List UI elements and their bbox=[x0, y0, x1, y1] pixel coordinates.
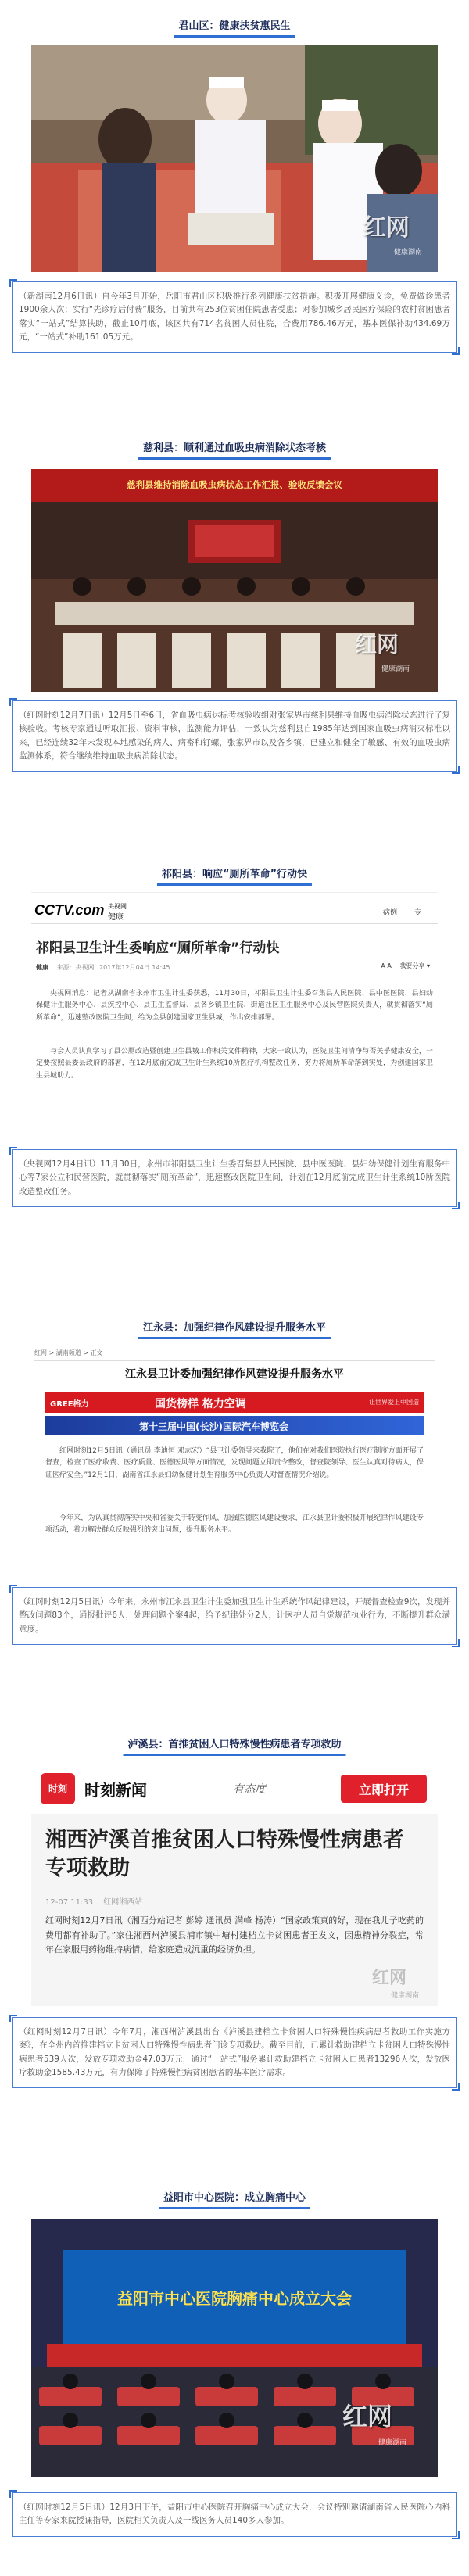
shike-app-screenshot bbox=[31, 1764, 438, 2006]
ad-logo: GREE格力 bbox=[50, 1400, 89, 1409]
chevron-down-icon: ▾ bbox=[426, 962, 430, 969]
article-paragraph: 今年来，为认真贯彻落实中央和省委关于转变作风、加强医德医风建设要求，江永县卫计委积极开展纪律作风建设专项活动，着力解决群众反映强烈的突出问题，提升服务水平。 bbox=[45, 1514, 424, 1535]
summary-box: （央视网12月4日讯）11月30日，永州市祁阳县卫生计生委召集县人民医院、县中医医院、县妇幼保健计划生育服务中心等7家公立和民营医院，就贯彻落实“厕所革命”，迅速整改医院卫生间，计划在12月底前完成卫生计生系统10所医院改造整改任务。 bbox=[12, 1149, 457, 1207]
app-icon[interactable] bbox=[41, 1773, 75, 1804]
open-app-button[interactable]: 立即打开 bbox=[341, 1775, 427, 1803]
article-paragraph: 与会人员认真学习了县公厕改造暨创建卫生县城工作相关文件精神，大家一致认为，医院卫生间清净与否关乎健康安全，一定要按照县委县政府的部署，在12月底前完成卫生计生系统10所医疗机构整改任务，努力将厕所革命落到实处，为创建国家卫生县城助力。 bbox=[36, 1048, 433, 1080]
section-qiyang bbox=[0, 864, 469, 1255]
section-junshan bbox=[0, 16, 469, 360]
cctv-logo[interactable]: CCTV.com bbox=[34, 902, 105, 918]
summary-box: （红网时刻12月5日讯）今年来，永州市江永县卫生计生委加强卫生计生系统作风纪律建设，开展督查检查9次，发现并整改问题83个，通报批评6人，处理问题个案4起，给予纪律处分2人，让医护人员自觉规范执业行为，不断提升群众满意度。 bbox=[12, 1587, 457, 1645]
article-paragraph: 央视网消息：记者从湖南省永州市卫生计生委获悉，11月30日，祁阳县卫生计生委召集县人民医院、县中医医院、县妇幼保健计生服务中心、县疾控中心、县卫生监督局、县各乡镇卫生院、街道社区卫生服务中心及民营医院负责人，就贯彻落实“厕所革命”，迅速整改医院卫生间，给为全县创建国家卫生县城，作出安排部署。 bbox=[36, 990, 433, 1022]
meta-channel: 健康 bbox=[36, 964, 48, 971]
summary-box: （红网时刻12月5日讯）12月3日下午，益阳市中心医院召开胸痛中心成立大会，会议特别邀请湖南省人民医院心内科主任等专家来院授课指导，医院相关负责人及一线医务人员140多人参加。 bbox=[12, 2492, 457, 2537]
section-jiangyong bbox=[0, 1317, 469, 1669]
summary-box: （新湖南12月6日讯）自今年3月开始，岳阳市君山区积极推行系列健康扶贫措施。积极开展健康义诊，免费做诊患者1900余人次；实行“先诊疗后付费”服务，目前共有253位贫困住院患者受惠；对参加城乡居民医疗保险的农村贫困患者落实“一站式”结算扶助，截止10月底，该区共有714名贫困人员住院，合费用786.46万元，基本医保补助434.69万元，“一站式”补助161.05万元。 bbox=[12, 281, 457, 353]
summary-box: （红网时刻12月7日讯）12月5日至6日，省血吸虫病达标考核验收组对张家界市慈利县维持血吸虫病消除状态进行了复核验收。考核专家通过听取汇报、资料审核，监测能力评估，一致认为慈利县自1985年达到国家血吸虫病消灭标准以来，已经连续32年未发现本地感染的病人、病畜和钉螺，张家界市以及各乡镇，已建立和健全了敏感、有效的血吸虫病监测体系，符合继续维持血吸虫病消除状态。 bbox=[12, 700, 457, 772]
ad-banner-gree[interactable] bbox=[45, 1392, 424, 1413]
photo-health-clinic bbox=[31, 45, 438, 272]
ad-slogan: 国货榜样 格力空调 bbox=[155, 1398, 246, 1410]
site-channel[interactable]: 健康 bbox=[108, 913, 124, 922]
summary-box: （红网时刻12月7日讯）今年7月，湘西州泸溪县出台《泸溪县建档立卡贫困人口特殊慢性疾病患者救助工作实施方案》，在全州内首推建档立卡贫困人口特殊慢性病患者门诊专项救助。截至目前，已累计救助建档立卡贫困人口特殊慢性病患者539人次，发放专项救助金47.03万元，通过“一站式”服务累计救助建档立卡贫困人口患者13296人次，发放医疗救助金1585.43万元，有力保障了特殊慢性病贫困患者的基本医疗需求。 bbox=[12, 2017, 457, 2088]
meta-time: 12-07 11:33 bbox=[45, 1898, 94, 1907]
nav-item-special[interactable]: 专 bbox=[414, 909, 422, 917]
watermark-subtitle: 健康湖南 bbox=[390, 1992, 419, 2000]
article-title: 江永县卫计委加强纪律作风建设提升服务水平 bbox=[125, 1368, 344, 1381]
watermark-logo: 红网 bbox=[342, 2402, 392, 2431]
photo-meeting-room bbox=[31, 469, 438, 692]
cctv-article-screenshot bbox=[31, 892, 438, 1138]
watermark-logo: 红网 bbox=[371, 1968, 406, 1988]
meta-time: 2017年12月04日 14:45 bbox=[99, 964, 170, 971]
app-slogan: 有态度 bbox=[233, 1783, 266, 1796]
watermark-logo: 红网 bbox=[354, 632, 399, 657]
photo-conference-hall bbox=[31, 2219, 438, 2477]
app-bar bbox=[31, 1764, 438, 1814]
section-title: 祁阳县：响应“厕所革命”行动快 bbox=[157, 864, 312, 886]
headline: 湘西泸溪首推贫困人口特殊慢性病患者专项救助 bbox=[45, 1828, 404, 1881]
share-button[interactable] bbox=[381, 962, 430, 970]
breadcrumb: 红网 > 湖南频道 > 正文 bbox=[34, 1349, 435, 1361]
article-title: 祁阳县卫生计生委响应“厕所革命”行动快 bbox=[36, 940, 280, 956]
site-header bbox=[31, 901, 438, 924]
section-title: 君山区：健康扶贫惠民生 bbox=[174, 16, 295, 38]
section-yiyang bbox=[0, 2187, 469, 2571]
watermark-subtitle: 健康湖南 bbox=[393, 249, 422, 256]
share-label: 我要分享 bbox=[399, 962, 425, 969]
conference-banner: 益阳市中心医院胸痛中心成立大会 bbox=[117, 2289, 352, 2308]
article-paragraph: 红网时刻12月5日讯（通讯员 李迪恒 邓志宏）“县卫计委领导来我院了，他们在对我们医院执行医疗制度方面开展了督查，检查了医疗收费、医疗质量、医德医风等方面情况，发现问题立即责令整改，督查院领导、医生认真对待病人，保证医疗安全。”12月1日，湖南省江永县妇幼保健计划生育服务中心负责人对督查情况介绍说。 bbox=[45, 1447, 424, 1479]
meeting-banner: 慈利县维持消除血吸虫病状态工作汇报、验收反馈会议 bbox=[127, 479, 342, 490]
nav-item-cases[interactable]: 病例 bbox=[383, 909, 398, 917]
section-cili bbox=[0, 438, 469, 782]
article-meta bbox=[36, 963, 433, 972]
section-title: 江永县：加强纪律作风建设提升服务水平 bbox=[138, 1317, 331, 1339]
ad-text: 第十三届中国(长沙)国际汽车博览会 bbox=[139, 1421, 288, 1432]
conference-photo-illustration bbox=[31, 2219, 438, 2477]
breadcrumb-item[interactable]: 湖南频道 bbox=[55, 1349, 81, 1356]
breadcrumb-item[interactable]: 红网 bbox=[34, 1349, 47, 1356]
section-title: 慈利县：顺利通过血吸虫病消除状态考核 bbox=[138, 438, 331, 460]
watermark-logo: 红网 bbox=[363, 214, 410, 242]
app-name: 时刻新闻 bbox=[84, 1781, 147, 1800]
meta-source: 红网湘西站 bbox=[103, 1898, 143, 1907]
meta-source: 来源：央视网 bbox=[56, 964, 95, 971]
breadcrumb-item: 正文 bbox=[90, 1349, 103, 1356]
section-title: 益阳市中心医院：成立胸痛中心 bbox=[159, 2187, 310, 2209]
cctv-logo-cn: 央视网 bbox=[108, 903, 127, 910]
watermark-subtitle: 健康湖南 bbox=[378, 2439, 406, 2447]
app-icon-label: 时刻 bbox=[48, 1783, 67, 1794]
section-title: 泸溪县：首推贫困人口特殊慢性病患者专项救助 bbox=[123, 1734, 345, 1756]
ad-right-text: 让世界爱上中国造 bbox=[369, 1399, 419, 1406]
ad-banner-autoshow[interactable] bbox=[45, 1416, 424, 1435]
article-paragraph: 红网时刻12月7日讯（湘西分站记者 彭婷 通讯员 满峰 杨涛）“国家政策真的好，现在我儿子吃药的费用都有补助了。”家住湘西州泸溪县浦市镇中塘村建档立卡贫困患者王发文，因患精神分裂症，常年在家服用药物维持病情，给家庭造成沉重的经济负担。 bbox=[45, 1915, 424, 1955]
section-luxi bbox=[0, 1734, 469, 2125]
font-size-icon[interactable]: A A bbox=[381, 962, 392, 969]
article-meta bbox=[45, 1895, 142, 1907]
rednet-article-screenshot bbox=[31, 1345, 438, 1576]
watermark-subtitle: 健康湖南 bbox=[381, 665, 410, 673]
